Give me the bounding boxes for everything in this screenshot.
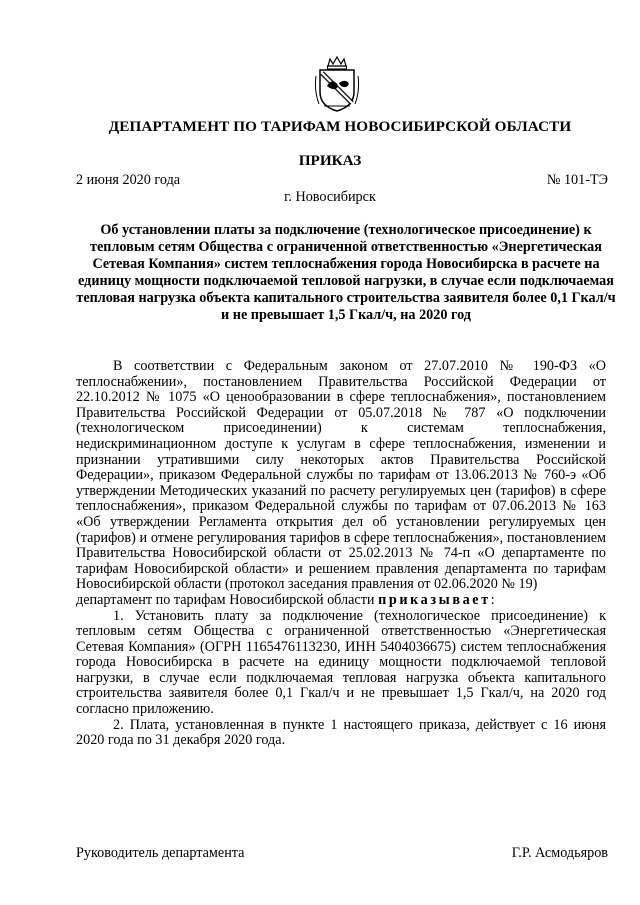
signer-title: Руководитель департамента xyxy=(76,845,245,861)
order-word: приказывает xyxy=(378,591,491,608)
order-line-suffix: : xyxy=(490,591,495,608)
order-subject: Об установлении платы за подключение (технологическое присоединение) к тепловым сетям Общества с ограниченной ответственностью «Энергетическая Сетевая Компания» систем теплоснабжения города Новосибирска в расчете на единицу мощности подключаемой тепловой нагрузки, в случае если подключаемая тепловая нагрузка объекта капитального строительства заявителя более 0,1 Гкал/ч и не превышает 1,5 Гкал/ч, на 2020 год xyxy=(76,222,616,323)
preamble-paragraph: В соответствии с Федеральным законом от 27.07.2010 № 190-ФЗ «О теплоснабжении», постановлением Правительства Российской Федерации от 22.10.2012 № 1075 «О ценообразовании в сфере теплоснабжения», постановлением Правительства Российской Федерации от 05.07.2018 № 787 «О подключении (технологическом присоединении) к системам теплоснабжения, недискриминационном доступе к услугам в сфере теплоснабжения, изменении и признании утратившими силу некоторых актов Правительства Российской Федерации», приказом Федеральной службы по тарифам от 13.06.2013 № 760-э «Об утверждении Методических указаний по расчету регулируемых цен (тарифов) в сфере теплоснабжения», приказом Федеральной службы по тарифам от 07.06.2013 № 163 «Об утверждении Регламента открытия дел об установлении регулируемых цен (тарифов) и отмене регулирования тарифов в сфере теплоснабжения», постановлением Правительства Новосибирской области от 25.02.2013 № 74-п «О департаменте по тарифам Новосибирской области» и решением правления департамента по тарифам Новосибирской области (протокол заседания правления от 02.06.2020 № 19) xyxy=(76,358,606,593)
signer-name: Г.Р. Асмодьяров xyxy=(511,845,608,861)
order-item-2: 2. Плата, установленная в пункте 1 настоящего приказа, действует с 16 июня 2020 года по 31 декабря 2020 года. xyxy=(76,716,606,749)
order-item-1: 1. Установить плату за подключение (технологическое присоединение) к тепловым сетям Общества с ограниченной ответственностью «Энергетическая Сетевая Компания» (ОГРН 1165476113230, ИНН 5404036675) систем теплоснабжения города Новосибирска в расчете на единицу мощности подключаемой тепловой нагрузки, в случае если подключаемая тепловая нагрузка объекта капитального строительства заявителя более 0,1 Гкал/ч и не превышает 1,5 Гкал/ч, на 2020 год согласно приложению. xyxy=(76,607,606,718)
order-line-prefix: департамент по тарифам Новосибирской области xyxy=(76,591,375,608)
department-name: ДЕПАРТАМЕНТ ПО ТАРИФАМ НОВОСИБИРСКОЙ ОБЛАСТИ xyxy=(108,118,572,135)
city: г. Новосибирск xyxy=(284,189,376,205)
novosibirsk-coat-of-arms-icon xyxy=(314,56,360,112)
order-date: 2 июня 2020 года xyxy=(76,172,181,188)
order-number: № 101-ТЭ xyxy=(546,172,608,188)
document-type: ПРИКАЗ xyxy=(298,152,362,169)
order-body xyxy=(76,359,606,749)
order-line xyxy=(76,593,606,609)
